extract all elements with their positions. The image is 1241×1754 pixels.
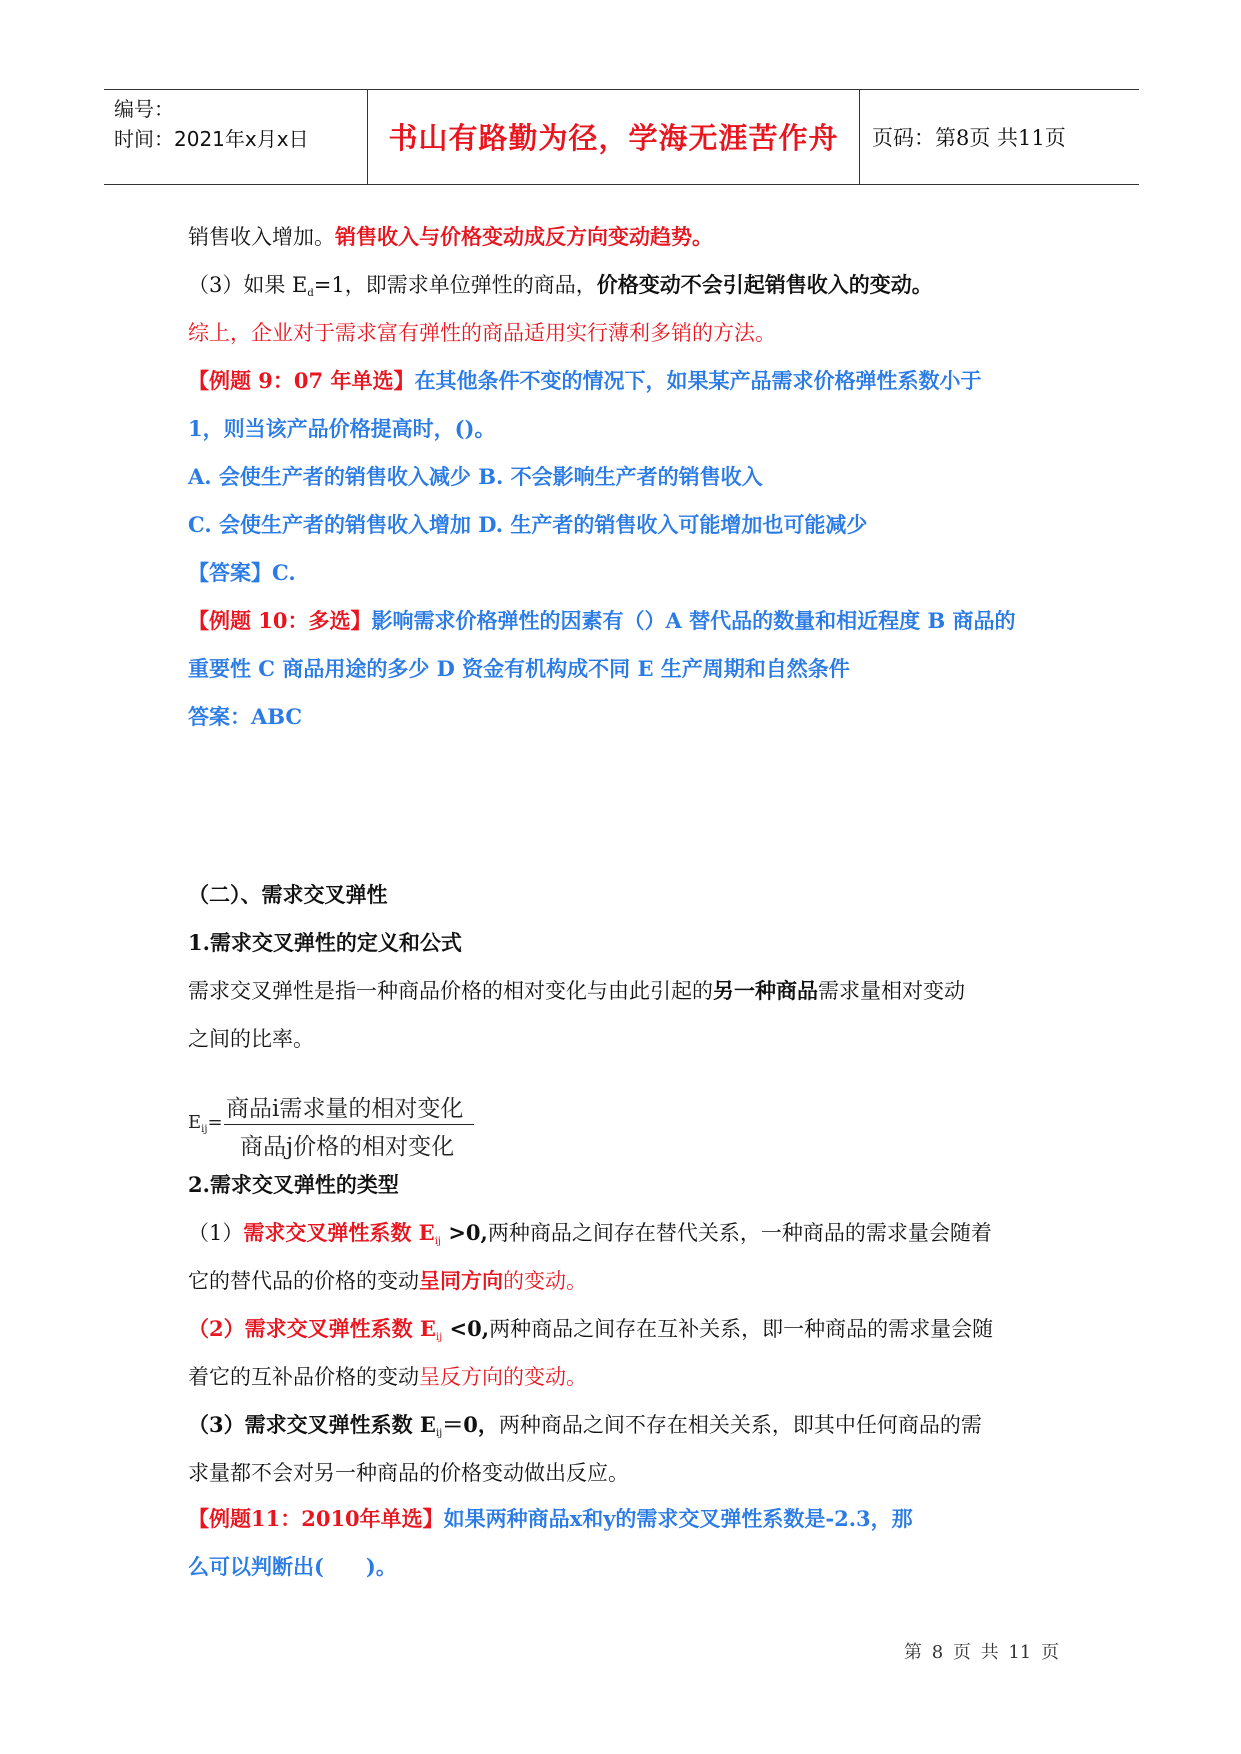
emphasis-text: （3）需求交叉弹性系数 E <box>188 1412 436 1437</box>
question-11 <box>188 1504 913 1534</box>
time-label: 时间：2021年x月x日 <box>114 127 309 151</box>
text-line: 综上，企业对于需求富有弹性的商品适用实行薄利多销的方法。 <box>188 321 776 345</box>
text-span: 需求交叉弹性是指一种商品价格的相对变化与由此引起的 <box>188 979 713 1003</box>
text-line <box>188 1218 992 1257</box>
section-heading: 1.需求交叉弹性的定义和公式 <box>188 930 462 955</box>
answer-text: 【答案】C. <box>188 560 296 585</box>
text-span: 两种商品之间不存在相关关系，即其中任何商品的需 <box>498 1413 982 1437</box>
subscript: ij <box>434 1236 442 1247</box>
question-tag: 【例题11：2010年单选】 <box>188 1506 444 1531</box>
question-text: 么可以判断出( )。 <box>188 1554 397 1579</box>
text-span: （1） <box>188 1221 244 1245</box>
subscript: ij <box>201 1124 208 1135</box>
section-heading: 2.需求交叉弹性的类型 <box>188 1172 399 1197</box>
question-text: 影响需求价格弹性的因素有（）A 替代品的数量和相近程度 B 商品的 <box>371 608 1016 633</box>
formula-symbol: E <box>188 1112 202 1133</box>
text-line <box>188 1314 993 1353</box>
text-line <box>188 1410 982 1449</box>
answer-options: A. 会使生产者的销售收入减少 B. 不会影响生产者的销售收入 <box>188 464 763 489</box>
text-span: 两种商品之间存在替代关系，一种商品的需求量会随着 <box>487 1221 992 1245</box>
formula-equals: = <box>207 1112 223 1133</box>
cross-elasticity-formula <box>188 1090 508 1160</box>
page-footer: 第 8 页 共 11 页 <box>904 1642 1059 1663</box>
subscript: ij <box>435 1332 443 1343</box>
question-text: 重要性 C 商品用途的多少 D 资金有机构成不同 E 生产周期和自然条件 <box>188 656 850 681</box>
question-text: 1，则当该产品价格提高时，()。 <box>188 416 496 441</box>
question-9 <box>188 366 981 396</box>
header-motto: 书山有路勤为径，学海无涯苦作舟 <box>388 121 839 155</box>
formula-denominator: 商品j价格的相对变化 <box>240 1134 455 1160</box>
text-span: 需求量相对变动 <box>818 979 965 1003</box>
text-line <box>188 976 965 1006</box>
question-tag: 【例题 9：07 年单选】 <box>188 368 415 393</box>
text-span: <0, <box>442 1316 490 1341</box>
text-span: （3）如果 E <box>188 273 308 297</box>
emphasis-text: （2）需求交叉弹性系数 E <box>188 1316 436 1341</box>
header-page-number: 页码：第8页 共11页 <box>872 126 1066 150</box>
text-span: =1，即需求单位弹性的商品， <box>313 273 597 297</box>
text-span: 着它的互补品价格的变动 <box>188 1365 419 1389</box>
text-span: 它的替代品的价格的变动 <box>188 1269 419 1293</box>
emphasis-text: 需求交叉弹性系数 E <box>243 1220 435 1245</box>
section-heading: （二）、需求交叉弹性 <box>188 882 388 907</box>
answer-text: 答案：ABC <box>188 704 303 729</box>
question-tag: 【例题 10：多选】 <box>188 608 372 633</box>
emphasis-text: 呈同方向 <box>419 1268 503 1293</box>
text-line: 求量都不会对另一种商品的价格变动做出反应。 <box>188 1461 629 1485</box>
text-span: 销售收入增加。 <box>188 225 335 249</box>
text-span: ＝0， <box>442 1412 499 1437</box>
text-span: 两种商品之间存在互补关系，即一种商品的需求量会随 <box>489 1317 994 1341</box>
header-meta <box>114 94 364 154</box>
page-header <box>104 89 1139 185</box>
text-span: >0, <box>441 1220 488 1245</box>
text-line <box>188 270 933 309</box>
emphasis-text: 价格变动不会引起销售收入的变动。 <box>596 272 933 297</box>
formula-lhs <box>188 1112 223 1135</box>
question-text: 在其他条件不变的情况下，如果某产品需求价格弹性系数小于 <box>414 368 982 393</box>
subscript: d <box>307 288 314 299</box>
serial-label: 编号： <box>114 97 174 121</box>
emphasis-text: 另一种商品 <box>713 978 818 1003</box>
question-10 <box>188 606 1016 636</box>
formula-numerator: 商品i需求量的相对变化 <box>226 1096 464 1122</box>
emphasis-text: 销售收入与价格变动成反方向变动趋势。 <box>335 224 713 249</box>
subscript: ij <box>435 1428 443 1439</box>
text-line <box>188 1266 587 1296</box>
text-span: 呈反方向的变动。 <box>419 1365 587 1389</box>
header-divider <box>859 90 860 184</box>
text-span: 的变动。 <box>503 1269 587 1293</box>
text-line <box>188 1362 587 1392</box>
answer-options: C. 会使生产者的销售收入增加 D. 生产者的销售收入可能增加也可能减少 <box>188 512 868 537</box>
text-line: 之间的比率。 <box>188 1027 314 1051</box>
text-line <box>188 222 713 252</box>
fraction-bar <box>224 1124 474 1125</box>
question-text: 如果两种商品x和y的需求交叉弹性系数是-2.3，那 <box>443 1506 913 1531</box>
